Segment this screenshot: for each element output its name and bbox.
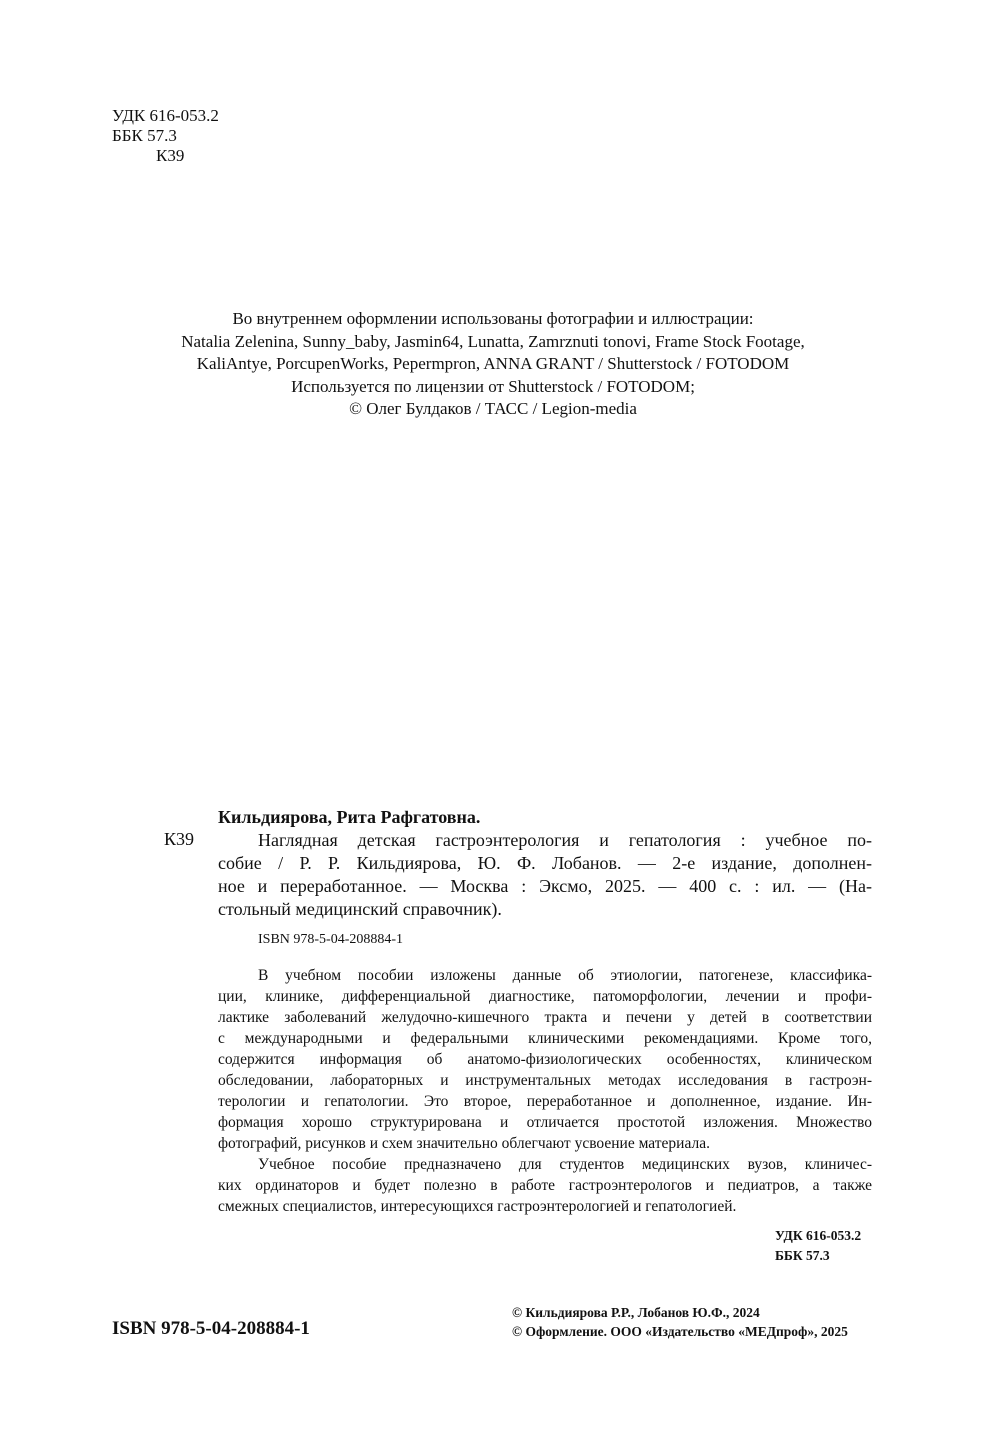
credit-line: © Олег Булдаков / ТАСС / Legion-media [349,399,637,419]
copyright-line: © Кильдиярова Р.Р., Лобанов Ю.Ф., 2024 [512,1305,760,1320]
credit-line: Во внутреннем оформлении использованы фотографии и иллюстрации: [232,309,754,328]
biblio-line: Наглядная детская гастроэнтерология и гепатология : учебное по- [258,830,872,850]
biblio-author: Кильдиярова, Рита Рафгатовна. [218,807,481,827]
bbk-code-bottom: ББК 57.3 [775,1248,830,1263]
credit-line: Natalia Zelenina, Sunny_baby, Jasmin64, Lunatta, Zamrznuti tonovi, Frame Stock Footage, [181,331,805,351]
credit-line: KaliAntye, PorcupenWorks, Pepermpron, ANNA GRANT / Shutterstock / FOTODOM [196,354,790,374]
abstract-line: ких ординаторов и будет полезно в работе гастроэнтерологов и педиатров, а также [218,1177,872,1194]
abstract-line: формация хорошо структурирована и отличается простотой изложения. Множество [218,1114,872,1131]
isbn: ISBN 978-5-04-208884-1 [112,1318,310,1339]
abstract-line: лактике заболеваний желудочно-кишечного тракта и печени у детей в соответствии [218,1009,872,1026]
abstract-line: В учебном пособии изложены данные об этиологии, патогенезе, классифика- [258,967,872,984]
author-mark: К39 [156,146,185,165]
biblio-author-mark: К39 [164,829,195,849]
abstract-line: ции, клинике, дифференциальной диагностике, патоморфологии, лечении и профи- [218,988,872,1005]
biblio-line: ное и переработанное. — Москва : Эксмо, 2025. — 400 с. : ил. — (На- [218,876,872,896]
udk-code: УДК 616-053.2 [112,106,219,125]
classification-codes [112,106,219,166]
copyright-line: © Оформление. ООО «Издательство «МЕДпроф», 2025 [512,1324,848,1339]
biblio-isbn: ISBN 978-5-04-208884-1 [258,932,404,947]
biblio-line: стольный медицинский справочник). [218,899,502,919]
bbk-code: ББК 57.3 [112,126,177,145]
abstract-line: обследовании, лабораторных и инструментальных методах исследования в гастроэн- [218,1072,872,1089]
udk-bbk-bottom [775,1226,861,1266]
udk-code-bottom: УДК 616-053.2 [775,1228,862,1243]
abstract-line: смежных специалистов, интересующихся гастроэнтерологией и гепатологией. [218,1198,737,1215]
abstract-line: фотографий, рисунков и схем значительно облегчают усвоение материала. [218,1135,710,1152]
abstract-line: содержится информация об анатомо-физиологических особенностях, клиническом [218,1051,872,1068]
abstract [218,965,872,1217]
abstract-line: Учебное пособие предназначено для студентов медицинских вузов, клиничес- [258,1156,872,1173]
abstract-line: с международными и федеральными клиническими рекомендациями. Кроме того, [218,1030,872,1047]
photo-credits [110,308,876,421]
bibliographic-record [218,806,872,921]
biblio-line: собие / Р. Р. Кильдиярова, Ю. Ф. Лобанов. — 2-е издание, дополнен- [218,853,872,873]
abstract-line: терологии и гепатологии. Это второе, переработанное и дополненное, издание. Ин- [218,1093,872,1110]
credit-line: Используется по лицензии от Shutterstock / FOTODOM; [291,376,695,396]
copyright [512,1303,848,1341]
